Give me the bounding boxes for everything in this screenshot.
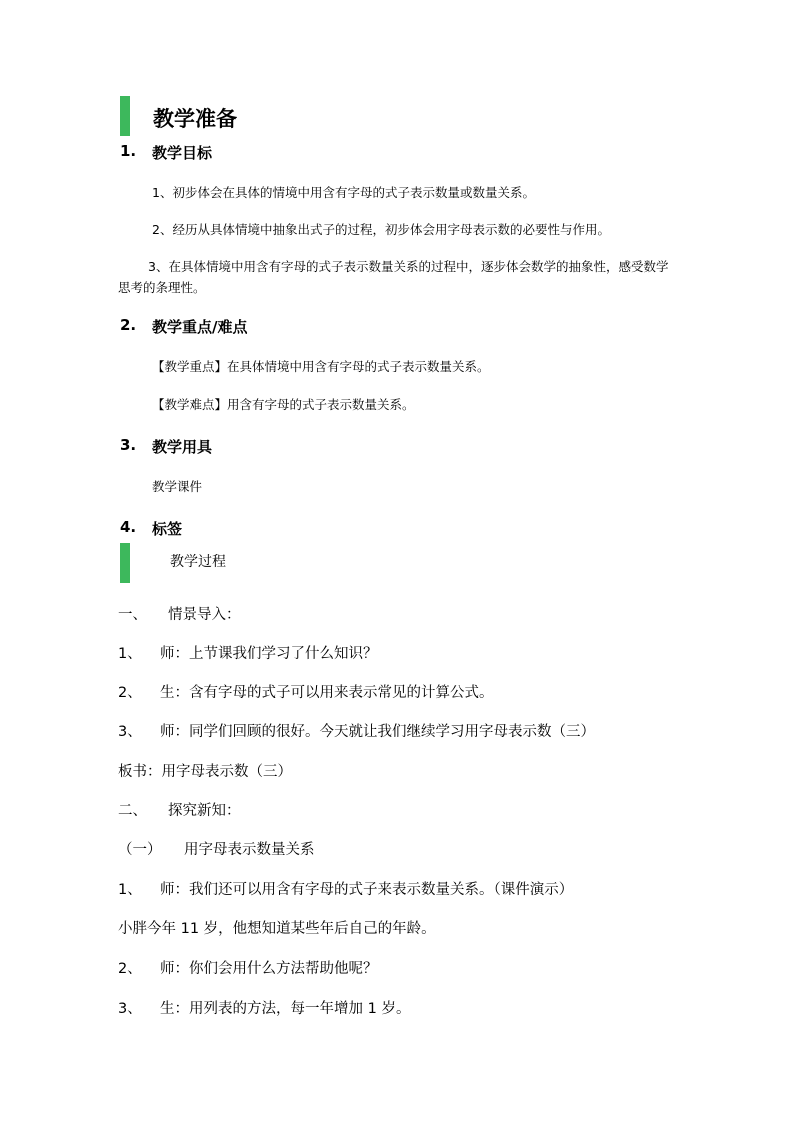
section-number-3: 3. xyxy=(120,436,137,454)
objective-1: 1、初步体会在具体的情境中用含有字母的式子表示数量或数量关系。 xyxy=(152,185,535,200)
objective-3: 3、在具体情境中用含有字母的式子表示数量关系的过程中，逐步体会数学的抽象性，感受数学思考的条理性。 xyxy=(118,259,669,295)
sub1-item-2-number: 2、 xyxy=(118,961,142,977)
part1-item-1-text: 师：上节课我们学习了什么知识？ xyxy=(160,646,378,662)
section-number-1: 1. xyxy=(120,142,137,160)
heading-accent-bar xyxy=(120,96,130,136)
section-number-2: 2. xyxy=(120,316,137,334)
board-note: 板书：用字母表示数（三） xyxy=(118,764,292,780)
part1-item-1-number: 1、 xyxy=(118,646,142,662)
section-title-tools: 教学用具 xyxy=(152,438,213,456)
sub1-item-3-number: 3、 xyxy=(118,1001,142,1017)
sub1-item-3-text: 生：用列表的方法，每一年增加 1 岁。 xyxy=(160,1001,411,1017)
part1-item-2-number: 2、 xyxy=(118,685,142,701)
objective-2: 2、经历从具体情境中抽象出式子的过程，初步体会用字母表示数的必要性与作用。 xyxy=(152,222,610,237)
section-number-4: 4. xyxy=(120,518,137,536)
tools-text: 教学课件 xyxy=(152,479,203,494)
part1-item-2-text: 生：含有字母的式子可以用来表示常见的计算公式。 xyxy=(160,685,494,701)
process-heading: 教学过程 xyxy=(170,554,226,570)
sub1-number: （一） xyxy=(118,842,162,858)
part2-number: 二、 xyxy=(118,803,147,819)
sub1-item-1-text: 师：我们还可以用含有字母的式子来表示数量关系。（课件演示） xyxy=(160,882,574,898)
sub1-item-1-number: 1、 xyxy=(118,882,142,898)
key-point: 【教学重点】在具体情境中用含有字母的式子表示数量关系。 xyxy=(152,359,490,374)
part1-item-3-text: 师：同学们回顾的很好。今天就让我们继续学习用字母表示数（三） xyxy=(160,724,595,740)
section-title-objectives: 教学目标 xyxy=(152,144,213,162)
part1-item-3-number: 3、 xyxy=(118,724,142,740)
section-title-tags: 标签 xyxy=(152,520,183,538)
part2-title: 探究新知： xyxy=(168,803,241,819)
part1-title: 情景导入： xyxy=(168,607,241,623)
sub1-title: 用字母表示数量关系 xyxy=(184,842,315,858)
difficult-point: 【教学难点】用含有字母的式子表示数量关系。 xyxy=(152,397,415,412)
part1-number: 一、 xyxy=(118,607,147,623)
sub1-item-2-text: 师：你们会用什么方法帮助他呢？ xyxy=(160,961,378,977)
section-title-key-points: 教学重点/难点 xyxy=(152,318,248,336)
page-title: 教学准备 xyxy=(153,107,237,131)
story-text: 小胖今年 11 岁，他想知道某些年后自己的年龄。 xyxy=(118,921,436,937)
process-accent-bar xyxy=(120,543,130,583)
